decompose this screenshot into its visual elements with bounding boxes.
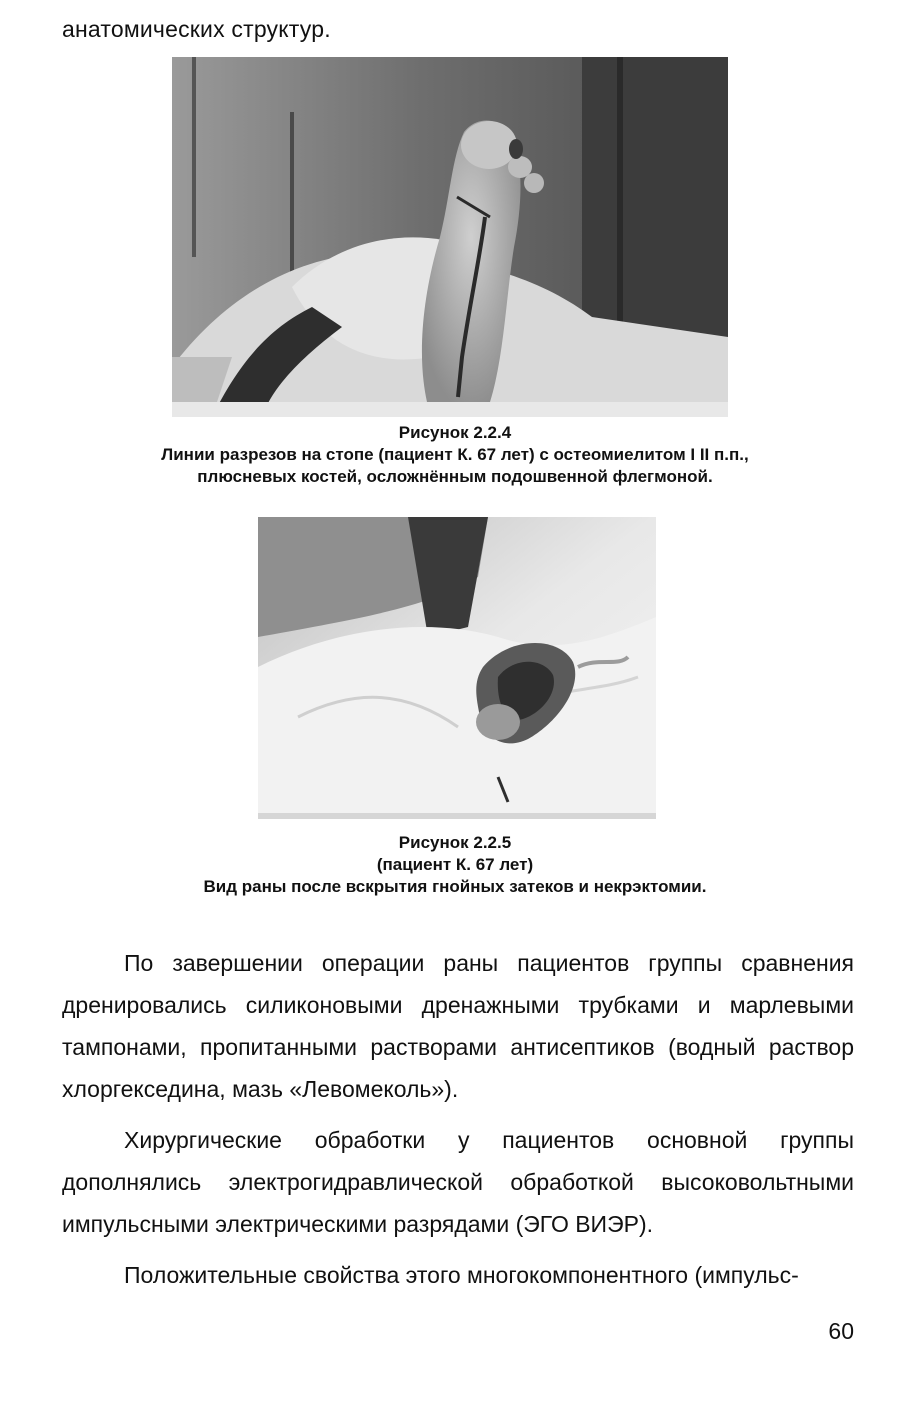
figure-label: Рисунок 2.2.5 xyxy=(398,833,512,852)
wound-photo xyxy=(258,517,656,819)
caption-line: плюсневых костей, осложнённым подошвенной флегмоной. xyxy=(197,467,713,486)
figure-2-2-5-caption xyxy=(40,832,870,898)
figure-2-2-4-caption xyxy=(40,422,870,488)
page-number: 60 xyxy=(828,1318,854,1344)
figure-2-2-5-photo xyxy=(258,517,656,819)
paragraph: По завершении операции раны пациентов группы сравнения дренировались силиконовыми дренажными трубками и марлевыми тампонами, пропитанными растворами антисептиков (водный раствор хлоргекседина, мазь «Левомеколь»). xyxy=(62,950,854,1102)
paragraph: Хирургические обработки у пациентов основной группы дополнялись электрогидравлической обработкой высоковольтными импульсными электрическими разрядами (ЭГО ВИЭР). xyxy=(62,1127,854,1237)
caption-line: Линии разрезов на стопе (пациент К. 67 лет) с остеомиелитом I II п.п., xyxy=(161,445,749,464)
caption-line: (пациент К. 67 лет) xyxy=(376,855,534,874)
caption-line: Вид раны после вскрытия гнойных затеков и некрэктомии. xyxy=(203,877,707,896)
top-text-line: анатомических структур. xyxy=(62,16,331,42)
paragraph: Положительные свойства этого многокомпонентного (импульс- xyxy=(124,1262,799,1288)
foot-incision-photo xyxy=(172,57,728,417)
figure-2-2-4-photo xyxy=(172,57,728,417)
body-text xyxy=(62,942,854,1296)
figure-label: Рисунок 2.2.4 xyxy=(398,423,512,442)
